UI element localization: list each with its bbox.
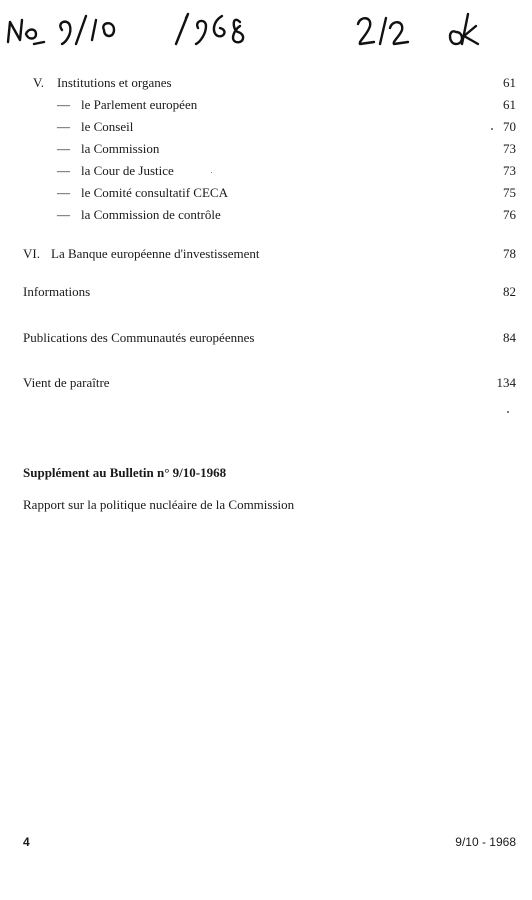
dash-marker: — (57, 119, 70, 134)
dash-marker: — (57, 207, 70, 222)
scan-speck (211, 172, 212, 173)
page-number: 61 (503, 75, 516, 90)
toc-subsection-comite-ceca[interactable] (0, 184, 532, 202)
scan-speck (491, 128, 493, 130)
section-title: La Banque européenne d'investissement (51, 246, 260, 261)
entry-title: Informations (23, 284, 91, 299)
section-number: V. (33, 75, 44, 90)
toc-subsection-commission-controle[interactable] (0, 206, 532, 224)
subsection-title: la Cour de Justice (81, 163, 174, 178)
page-number: 78 (503, 246, 516, 261)
footer-page-number: 4 (23, 835, 30, 849)
toc-entry-informations[interactable] (0, 283, 532, 301)
dash-marker: — (57, 141, 70, 156)
scan-speck (507, 411, 509, 413)
toc-entry-publications[interactable] (0, 329, 532, 347)
page-number: 73 (503, 141, 516, 156)
section-title: Institutions et organes (57, 75, 172, 90)
page-number: 84 (503, 330, 516, 345)
handwriting-signature (0, 4, 532, 52)
toc-subsection-parlement[interactable] (0, 96, 532, 114)
footer-issue: 9/10 - 1968 (455, 835, 516, 849)
toc-section-vi[interactable] (0, 245, 532, 263)
toc-section-v[interactable] (0, 74, 532, 92)
subsection-title: la Commission de contrôle (81, 207, 221, 222)
page-number: 61 (503, 97, 516, 112)
page-number: 134 (496, 375, 516, 390)
dash-marker: — (57, 97, 70, 112)
toc-subsection-cour-justice[interactable] (0, 162, 532, 180)
dash-marker: — (57, 163, 70, 178)
subsection-title: la Commission (81, 141, 160, 156)
entry-title: Vient de paraître (23, 375, 110, 390)
toc-subsection-conseil[interactable] (0, 118, 532, 136)
page-number: 82 (503, 284, 516, 299)
section-number: VI. (23, 246, 40, 261)
supplement-description: Rapport sur la politique nucléaire de la Commission (23, 497, 295, 512)
page-number: 73 (503, 163, 516, 178)
supplement-title: Supplément au Bulletin n° 9/10-1968 (23, 465, 227, 480)
toc-subsection-commission[interactable] (0, 140, 532, 158)
subsection-title: le Conseil (81, 119, 134, 134)
handwritten-annotations (0, 4, 532, 52)
entry-title: Publications des Communautés européennes (23, 330, 255, 345)
dash-marker: — (57, 185, 70, 200)
page-number: 76 (503, 207, 516, 222)
subsection-title: le Comité consultatif CECA (81, 185, 228, 200)
toc-entry-vient-de-paraitre[interactable] (0, 374, 532, 392)
page-number: 70 (503, 119, 516, 134)
subsection-title: le Parlement européen (81, 97, 198, 112)
page-number: 75 (503, 185, 516, 200)
